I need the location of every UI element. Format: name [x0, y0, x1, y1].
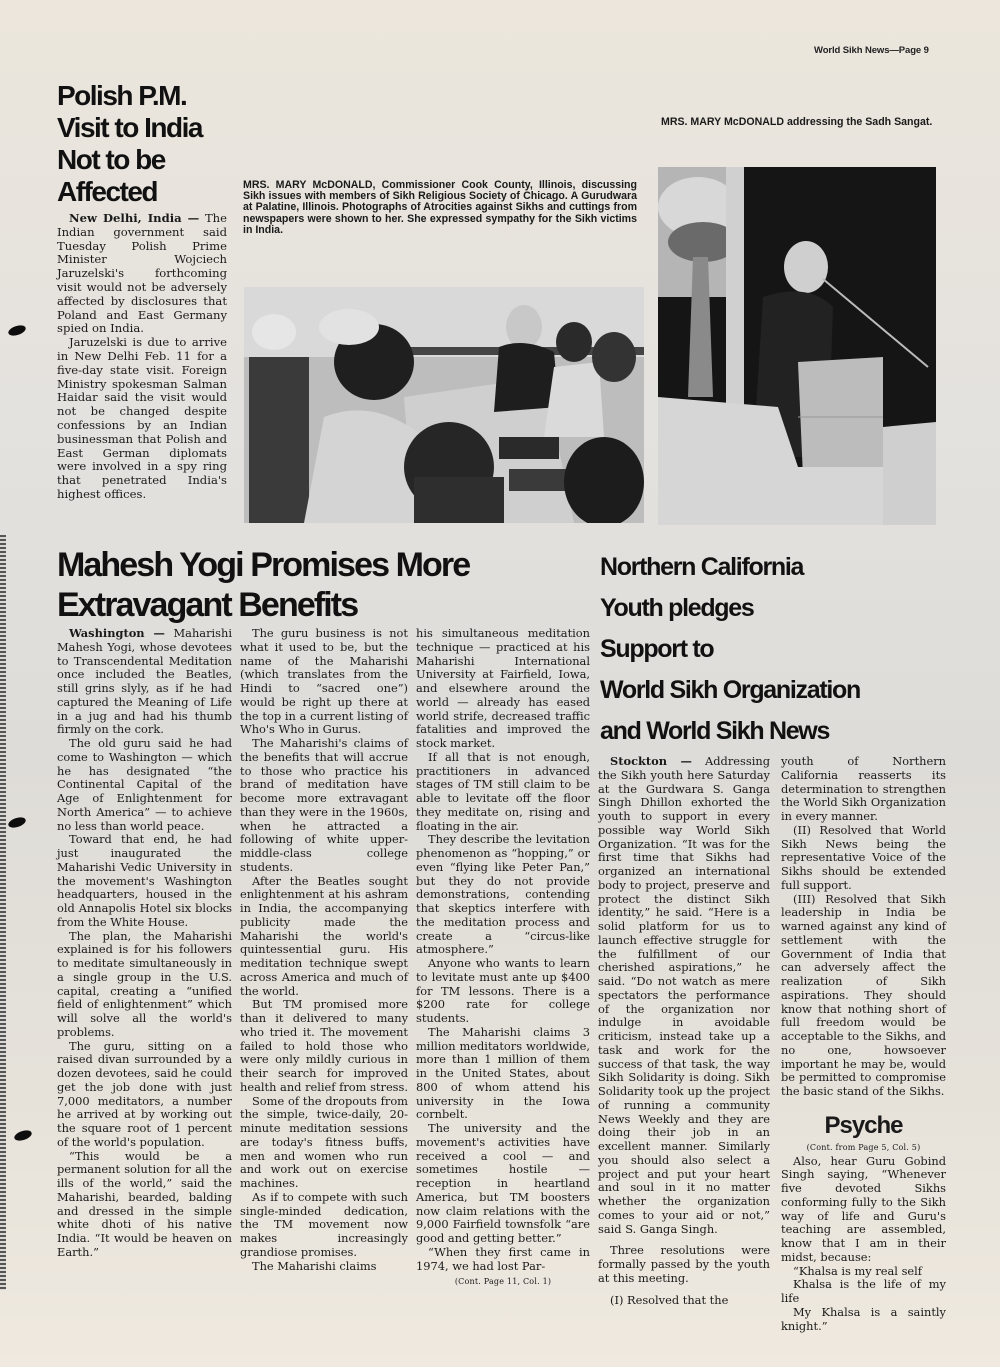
mahesh-column-3	[416, 627, 590, 1289]
dateline: New Delhi, India —	[69, 211, 200, 225]
paragraph: Khalsa is the life of my life	[781, 1277, 946, 1305]
paragraph: The university and the movement's activities have received a cool — and sometimes hostile — reception in heartland America, but TM boosters now claim relations with the 9,000 Fairfield townsfolk “are good and getting better.”	[416, 1121, 590, 1245]
paragraph: After the Beatles sought enlightenment at his ashram in India, the accompanying publicity made the Maharishi the world's quintessential guru. His meditation technique swept across America and much of the world.	[240, 873, 408, 998]
headline-line: Not to be	[57, 144, 165, 175]
paragraph: The Maharishi's claims of the benefits that will accrue to those who practice his brand of meditation have become more extravagant than they were in the 1960s, when he attracted a following of white upper-middle-class college students.	[240, 736, 408, 874]
headline-line: World Sikh Organization	[600, 676, 860, 704]
dateline: Stockton —	[610, 754, 692, 768]
headline-line: and World Sikh News	[600, 717, 830, 745]
punch-hole	[7, 323, 27, 337]
ncal-headline	[600, 547, 960, 752]
ncal-column-1	[598, 755, 770, 1307]
headline-line: Mahesh Yogi Promises More	[57, 546, 470, 584]
headline-line: Support to	[600, 635, 714, 663]
paragraph: Some of the dropouts from the simple, twice-daily, 20-minute meditation sessions are today's fitness buffs, men and women who run and work out on exercise machines.	[240, 1093, 408, 1190]
continuation-note[interactable]: (Cont. from Page 5, Col. 5)	[806, 1142, 921, 1152]
binder-spiral	[0, 535, 6, 1290]
paragraph: The guru business is not what it used to be, but the name of the Maharishi (which translates from the Hindi to “sacred one”) would be right up there at the top in a current listing of Who's Who in Gurus.	[240, 626, 408, 737]
paragraph: The Maharishi claims 3 million meditators worldwide, more than 1 million of them in the United States, about 800 of whom attend his university in the Iowa cornbelt.	[416, 1024, 590, 1122]
paragraph: Three resolutions were formally passed by the youth at this meeting.	[598, 1243, 770, 1285]
podium-photo-image	[658, 167, 936, 525]
mahesh-column-1	[57, 627, 232, 1260]
headline-line: Extravagant Benefits	[57, 586, 358, 624]
paragraph: Addressing the Sikh youth here Saturday at the Gurdwara S. Ganga Singh Dhillon exhorted the youth to support in every possible way World Sikh Organization. “It was for the first time that Sikhs had organized an international body to project, preserve and protect the distinct Sikh identity,” he said. “Here is a solid platform for us to launch effective struggle for the fulfillment of our cherished aspirations,” he said. “Do not watch as mere spectators the performance of the organization nor indulge in avoidable criticism, instead take up a task and work for the success of that task, the way Sikh Solidarity is doing. Sikh Solidarity took up the project of running a community News Weekly and they are doing their job in an excellent manner. Similarly you should also select a project and put your heart and soul in it no matter whether the organization comes to your aid or not,” said S. Ganga Singh.	[598, 754, 770, 1236]
paragraph: The plan, the Maharishi explained is for his followers to meditate simultaneously in a single group in the U.S. capital, creating a “unified field of enlightenment” which will solve all the world's problems.	[57, 928, 232, 1039]
podium-photo	[658, 167, 936, 525]
dateline: Washington —	[69, 626, 165, 640]
paragraph: youth of Northern California reasserts its determination to strengthen the World Sikh Organization in every manner.	[781, 754, 946, 823]
punch-hole	[13, 1128, 33, 1142]
paragraph: If all that is not enough, practitioners in advanced stages of TM still claim to be able to levitate off the floor they meditate on, rising and floating in the air.	[416, 749, 590, 833]
headline-line: Youth pledges	[600, 594, 754, 622]
headline-line: Northern California	[600, 553, 804, 581]
ncal-column-2	[781, 755, 946, 1333]
headline-line: Polish P.M.	[57, 80, 187, 111]
psyche-headline: Psyche	[824, 1111, 903, 1139]
meeting-photo-caption: MRS. MARY McDONALD, Commissioner Cook County, Illinois, discussing Sikh issues with members of Sikh Religious Society of Chicago. A Gurudwara at Palatine, Illinois. Photographs of Atrocities against Sikhs and cuttings from newspapers were shown to her. She expressed sympathy for the Sikh victims in India.	[243, 179, 637, 236]
paragraph: his simultaneous meditation technique — practiced at his Maharishi International University at Fairfield, Iowa, and elsewhere around the world — already has eased world strife, decreased traffic fatalities and improved the stock market.	[416, 626, 590, 750]
paragraph: “When they first came in 1974, we had lost Par-	[416, 1244, 590, 1273]
paragraph: Also, hear Guru Gobind Singh saying, “Whenever five devoted Sikhs conforming fully to the Sikh way of life and Guru's teaching are assembled, know that I am in their midst, because:	[781, 1153, 946, 1264]
paragraph: The guru, sitting on a raised divan surrounded by a dozen devotees, said he could get the job done with just 7,000 meditators, a number he arrived at by working out the square root of 1 percent of the world's population.	[57, 1038, 232, 1149]
mahesh-headline	[57, 545, 597, 625]
paragraph: “This would be a permanent solution for all the ills of the world,” said the Maharishi, bearded, balding and dressed in the simple white dhoti of his native India. “It would be heaven on Earth.”	[57, 1148, 232, 1259]
paragraph: But TM promised more than it delivered to many who tried it. The movement failed to hold those who were only mildly curious in their search for improved health and relief from stress.	[240, 997, 408, 1094]
paragraph: Toward that end, he had just inaugurated the Maharishi Vedic University in the movement's Washington headquarters, housed in the old Annapolis Hotel six blocks from the White House.	[57, 832, 232, 929]
paragraph: Maharishi Mahesh Yogi, whose devotees to Transcendental Meditation once included the Beatles, still grins slyly, as if he had captured the Meaning of Life in a jug and had his thumb firmly on the cork.	[57, 626, 233, 737]
paragraph: The old guru said he had come to Washington — which he has designated “the Continental Capital of the Age of Enlightenment for North America” — to achieve no less than world peace.	[57, 736, 232, 833]
podium-photo-caption: MRS. MARY McDONALD addressing the Sadh Sangat.	[661, 116, 933, 128]
mahesh-column-2	[240, 627, 408, 1273]
headline-line: Visit to India	[57, 112, 202, 143]
paragraph: (III) Resolved that Sikh leadership in India be warned against any kind of settlement with the Government of India that can adversely affect the realization of Sikh aspirations. They should know that nothing short of full freedom would be acceptable to the Sikhs, and no one, howsoever important he may be, would be permitted to compromise the basic stand of the Sikhs.	[781, 891, 946, 1098]
meeting-photo-image	[244, 287, 644, 523]
punch-hole	[7, 815, 27, 829]
paragraph: The Indian government said Tuesday Polish Prime Minister Wojciech Jaruzelski's forthcoming visit would not be adversely affected by disclosures that Poland and East Germany spied on India.	[57, 211, 227, 336]
paragraph: My Khalsa is a saintly knight.”	[781, 1304, 946, 1333]
paragraph: Anyone who wants to learn to levitate must ante up $400 for TM lessons. There is a $200 rate for college students.	[416, 956, 590, 1025]
paragraph: They describe the levitation phenomenon as “hopping,” or even “flying like Peter Pan,” but they do not provide demonstrations, contending that skeptics interfere with the meditation process and create a “circus-like atmosphere.”	[416, 832, 590, 957]
meeting-photo	[244, 287, 644, 523]
paragraph: The Maharishi claims	[252, 1258, 377, 1273]
paragraph: As if to compete with such single-minded dedication, the TM movement now makes increasingly grandiose promises.	[240, 1189, 408, 1259]
page-folio: World Sikh News—Page 9	[814, 45, 929, 56]
paragraph: (II) Resolved that World Sikh News being the representative Voice of the Sikhs should be extended full support.	[781, 822, 946, 892]
paragraph: Jaruzelski is due to arrive in New Delhi Feb. 11 for a five-day state visit. Foreign Ministry spokesman Salman Haidar said the visit would not be changed despite confessions by an Indian businessman that Polish and East German diplomats were involved in a spy ring that penetrated India's highest offices.	[57, 335, 227, 501]
paragraph: “Khalsa is my real self	[793, 1263, 923, 1278]
headline-line: Affected	[57, 176, 158, 207]
paragraph: (I) Resolved that the	[610, 1292, 729, 1307]
continuation-note[interactable]: (Cont. Page 11, Col. 1)	[454, 1277, 552, 1287]
polish-article-body	[57, 212, 227, 502]
polish-headline	[57, 80, 242, 208]
